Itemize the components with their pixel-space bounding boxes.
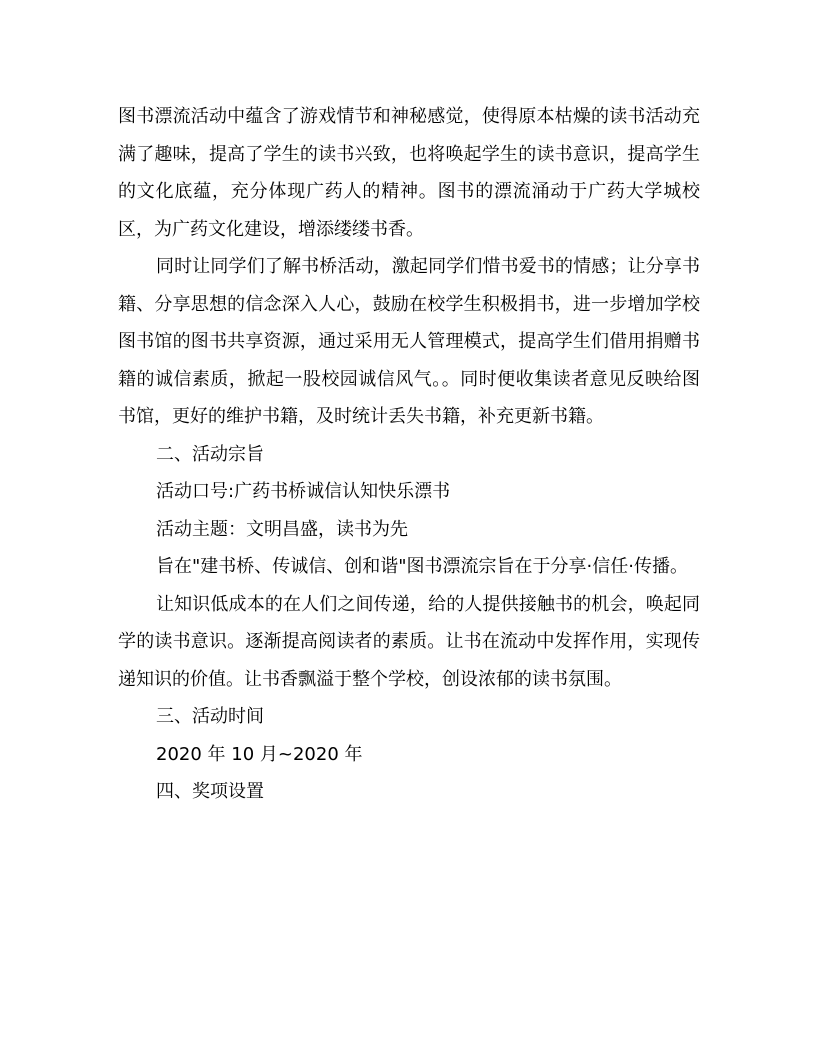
paragraph-date-range: 2020 年 10 月~2020 年: [156, 743, 363, 765]
heading-activity-purpose: 二、活动宗旨: [156, 443, 264, 465]
paragraph-slogan: 活动口号:广药书桥诚信认知快乐漂书: [156, 481, 451, 502]
paragraph-knowledge-sharing: 让知识低成本的在人们之间传递，给的人提供接触书的机会，唤起同学的读书意识。逐渐提高阅读者的素质。让书在流动中发挥作用，实现传递知识的价值。让书香飘溢于整个学校，创设浓郁的读书氛围。: [118, 593, 700, 690]
document-body: [118, 98, 700, 811]
heading-awards: 四、奖项设置: [156, 781, 264, 802]
heading-activity-time: 三、活动时间: [156, 706, 264, 727]
paragraph-aim: 旨在"建书桥、传诚信、创和谐"图书漂流宗旨在于分享·信任·传播。: [156, 556, 688, 577]
paragraph-theme: 活动主题：文明昌盛，读书为先: [156, 518, 408, 540]
paragraph-book-bridge: 同时让同学们了解书桥活动，激起同学们惜书爱书的情感；让分享书籍、分享思想的信念深入人心，鼓励在校学生积极捐书，进一步增加学校图书馆的图书共享资源，通过采用无人管理模式，提高学生们借用捐赠书籍的诚信素质，掀起一股校园诚信风气。。同时便收集读者意见反映给图书馆，更好的维护书籍，及时统计丢失书籍，补充更新书籍。: [118, 256, 700, 427]
paragraph-drift-intro: 图书漂流活动中蕴含了游戏情节和神秘感觉，使得原本枯燥的读书活动充满了趣味，提高了学生的读书兴致，也将唤起学生的读书意识，提高学生的文化底蕴，充分体现广药人的精神。图书的漂流涌动于广药大学城校区，为广药文化建设，增添缕缕书香。: [118, 106, 700, 240]
